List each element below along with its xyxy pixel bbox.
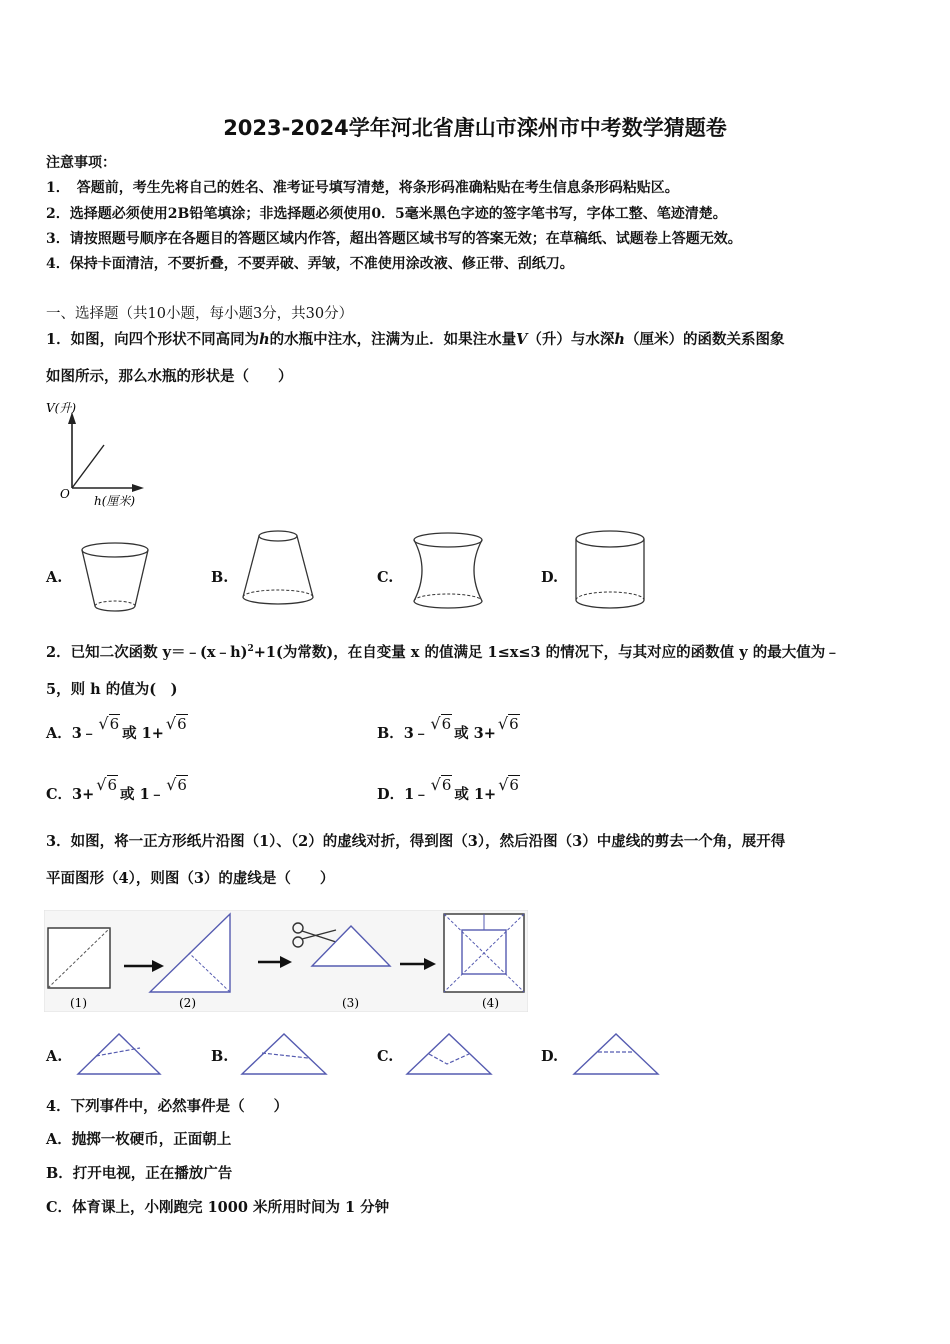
notice-item-4: 4．保持卡面清洁，不要折叠，不要弄破、弄皱，不准使用涂改液、修正带、刮纸刀。 xyxy=(46,256,574,272)
q3-option-c-triangle xyxy=(403,1030,495,1078)
q4-option-a: A．抛掷一枚硬币，正面朝上 xyxy=(46,1131,232,1148)
q3-option-d-triangle xyxy=(570,1030,662,1078)
q3-option-c-label: C. xyxy=(377,1048,394,1065)
q1-option-c-vase xyxy=(406,530,492,614)
q3-option-b-triangle xyxy=(238,1030,330,1078)
q1-option-a-vase xyxy=(78,538,154,618)
sqrt-6: √6 xyxy=(165,714,187,733)
graph-origin: O xyxy=(60,487,70,501)
fig-label-4: (4) xyxy=(482,996,499,1010)
sqrt-6: √6 xyxy=(98,714,120,733)
q4-option-c: C．体育课上，小刚跑完 1000 米所用时间为 1 分钟 xyxy=(46,1199,390,1216)
q1-stem-line1: 1．如图，向四个形状不同高同为h的水瓶中注水，注满为止．如果注水量V（升）与水深h（厘米）的函数关系图象 xyxy=(46,331,785,348)
notice-item-3: 3．请按照题号顺序在各题目的答题区域内作答，超出答题区域书写的答案无效；在草稿纸、试题卷上答题无效。 xyxy=(46,231,742,247)
notice-item-1: 1． 答题前，考生先将自己的姓名、准考证号填写清楚，将条形码准确粘贴在考生信息条形码粘贴区。 xyxy=(46,180,679,196)
sqrt-6: √6 xyxy=(96,775,118,794)
fig-label-3: (3) xyxy=(342,996,359,1010)
q3-option-d-label: D. xyxy=(541,1048,559,1065)
q2-option-a: A．3﹣√6或 1+√6 xyxy=(46,714,187,742)
q3-option-a-label: A. xyxy=(46,1048,63,1065)
q1-option-b-vase xyxy=(238,526,320,610)
q1-option-c-label: C. xyxy=(377,569,394,586)
section-heading: 一、选择题（共10小题，每小题3分，共30分） xyxy=(46,306,354,322)
q1-option-d-vase xyxy=(570,526,652,614)
q4-option-b: B．打开电视，正在播放广告 xyxy=(46,1165,233,1182)
fold-step-4-unfolded xyxy=(444,914,524,992)
q1-option-a-label: A. xyxy=(46,569,63,586)
q1-option-b-label: B. xyxy=(211,569,229,586)
q2-option-c: C．3+√6或 1﹣√6 xyxy=(46,775,187,803)
notice-heading: 注意事项： xyxy=(46,155,116,171)
q2-option-d: D．1﹣√6或 1+√6 xyxy=(377,775,519,803)
q4-stem: 4．下列事件中，必然事件是（ ） xyxy=(46,1098,289,1115)
q1-stem-line2: 如图所示，那么水瓶的形状是（ ） xyxy=(46,368,293,385)
q1-option-d-label: D. xyxy=(541,569,559,586)
fig-label-1: (1) xyxy=(70,996,87,1010)
sqrt-6: √6 xyxy=(430,714,452,733)
q1-graph xyxy=(44,398,164,513)
q2-option-b: B．3﹣√6或 3+√6 xyxy=(377,714,519,742)
q3-option-b-label: B. xyxy=(211,1048,229,1065)
sqrt-6: √6 xyxy=(498,775,519,794)
q3-stem-line1: 3．如图，将一正方形纸片沿图（1）、（2）的虚线对折，得到图（3），然后沿图（3）中虚线的剪去一个角，展开得 xyxy=(46,833,786,850)
q3-folding-figure xyxy=(44,910,528,1012)
page-title: 2023-2024学年河北省唐山市滦州市中考数学猜题卷 xyxy=(223,116,727,140)
graph-x-label: h(厘米) xyxy=(94,494,136,508)
q2-stem-line1: 2．已知二次函数 y＝﹣(x﹣h)$^2$+1(为常数)，在自变量 x 的值满足 1≤x≤3 的情况下，与其对应的函数值 y 的最大值为﹣ xyxy=(46,644,840,661)
sqrt-6: √6 xyxy=(166,775,187,794)
q2-stem-line2: 5，则 h 的值为( ) xyxy=(46,681,178,698)
sqrt-6: √6 xyxy=(430,775,452,794)
q3-stem-line2: 平面图形（4），则图（3）的虚线是（ ） xyxy=(46,870,335,887)
sqrt-6: √6 xyxy=(497,714,519,733)
fig-label-2: (2) xyxy=(179,996,196,1010)
graph-y-label: V(升) xyxy=(46,401,77,415)
q3-option-a-triangle xyxy=(74,1030,164,1078)
notice-item-2: 2．选择题必须使用2B铅笔填涂；非选择题必须使用0．5毫米黑色字迹的签字笔书写，字体工整、笔迹清楚。 xyxy=(46,206,727,222)
